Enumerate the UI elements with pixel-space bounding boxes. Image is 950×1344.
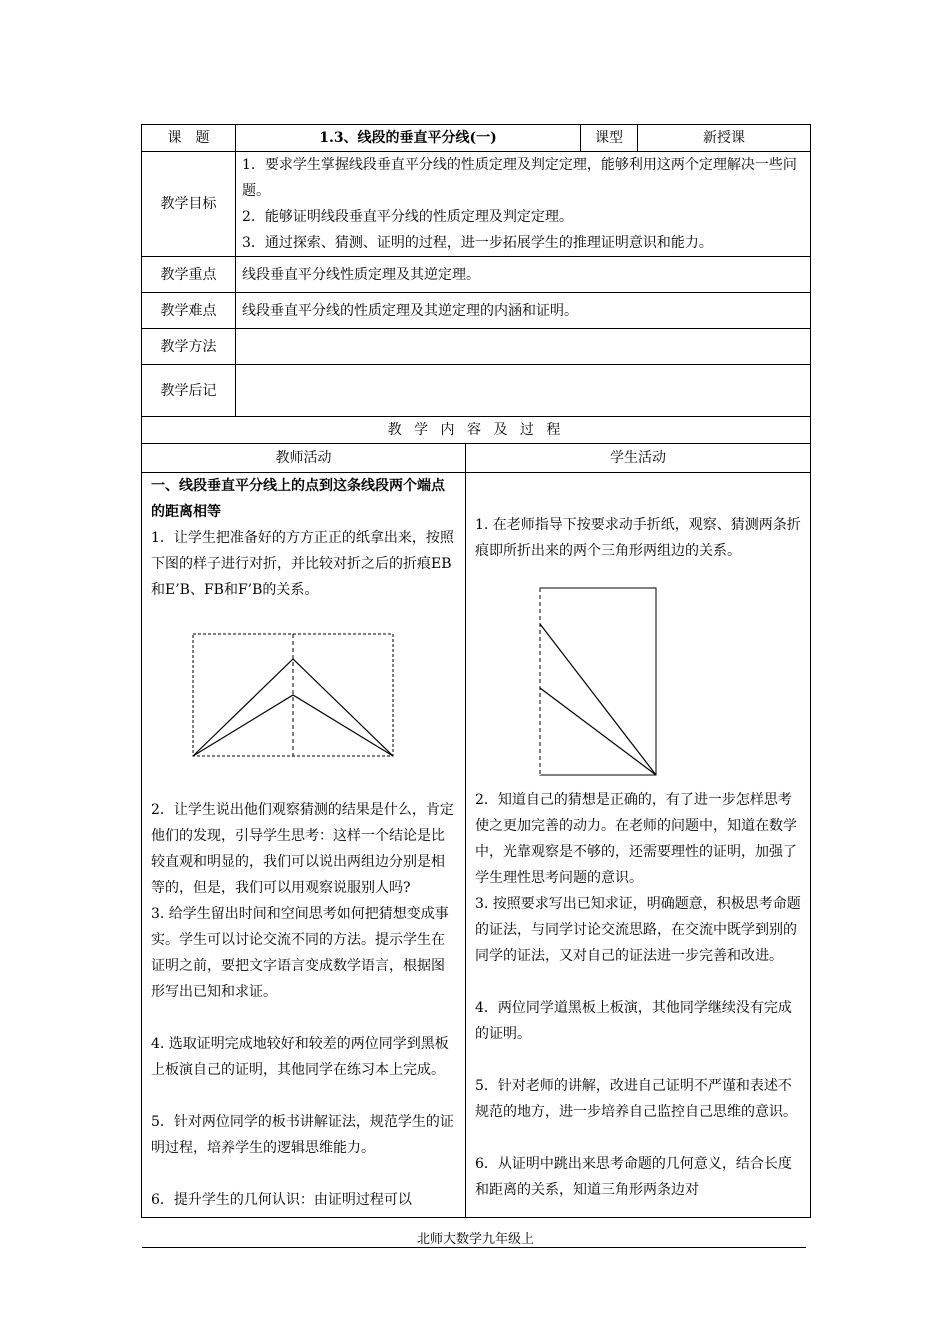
goal-list: [236, 152, 811, 257]
student-step-3: 3. 按照要求写出已知求证，明确题意，积极思考命题的证法，与同学讨论交流思路，在交流中既学到别的同学的证法，又对自己的证法进一步完善和改进。: [475, 896, 801, 964]
goal-item: 2．能够证明线段垂直平分线的性质定理及判定定理。: [242, 209, 573, 225]
teacher-step-1: 1．让学生把准备好的方方正正的纸拿出来，按照下图的样子进行对折，并比较对折之后的折痕EB和E’B、FB和F’B的关系。: [151, 530, 454, 598]
type-label: 课型: [581, 125, 638, 152]
notes-value: [236, 365, 811, 417]
activity-content-row: [142, 473, 811, 1218]
student-step-5: 5．针对老师的讲解，改进自己证明不严谨和表述不规范的地方，进一步培养自己监控自己思维的意识。: [475, 1078, 797, 1120]
teacher-step-6: 6．提升学生的几何认识：由证明过程可以: [151, 1192, 412, 1208]
type-value: 新授课: [638, 125, 811, 152]
teacher-step-5: 5．针对两位同学的板书讲解证法，规范学生的证明过程，培养学生的逻辑思维能力。: [151, 1114, 454, 1156]
footer-text: 北师大数学九年级上: [416, 1232, 534, 1247]
header-row: [142, 125, 811, 152]
difficulty-value: 线段垂直平分线的性质定理及其逆定理的内涵和证明。: [236, 293, 811, 329]
student-step-4: 4．两位同学道黑板上板演，其他同学继续没有完成的证明。: [475, 1000, 792, 1042]
teacher-section-title: 一、线段垂直平分线上的点到这条线段两个端点的距离相等: [151, 478, 445, 520]
activity-header-row: [142, 444, 811, 473]
process-title-row: [142, 417, 811, 444]
key-label: 教学重点: [142, 257, 236, 293]
key-row: [142, 257, 811, 293]
teacher-step-2: 2．让学生说出他们观察猜测的结果是什么，肯定他们的发现，引导学生思考：这样一个结论是比较直观和明显的，我们可以说出两组边分别是相等的，但是，我们可以用观察说服别人吗?: [151, 802, 454, 896]
goal-item: 1．要求学生掌握线段垂直平分线的性质定理及判定定理，能够利用这两个定理解决一些问题。: [242, 157, 797, 199]
process-title: 教 学 内 容 及 过 程: [142, 417, 811, 444]
student-step-2: 2．知道自己的猜想是正确的，有了进一步怎样思考使之更加完善的动力。在老师的问题中，知道在数学中，光靠观察是不够的，还需要理性的证明，加强了学生理性思考问题的意识。: [475, 792, 797, 886]
teacher-step-3: 3. 给学生留出时间和空间思考如何把猜想变成事实。学生可以讨论交流不同的方法。提示学生在证明之前，要把文字语言变成数学语言，根据图形写出已知和求证。: [151, 906, 449, 1000]
student-column: [466, 473, 811, 1218]
notes-row: [142, 365, 811, 417]
goal-label: 教学目标: [142, 152, 236, 257]
teacher-step-4: 4. 选取证明完成地较好和较差的两位同学到黑板上板演自己的证明，其他同学在练习本上完成。: [151, 1036, 449, 1078]
fold-diagram-1: [192, 633, 397, 763]
fold-diagram-2: [538, 587, 658, 779]
student-step-1: 1. 在老师指导下按要求动手折纸，观察、猜测两条折痕即所折出来的两个三角形两组边的关系。: [475, 517, 801, 559]
topic-label: 课 题: [142, 125, 236, 152]
student-step-6: 6．从证明中跳出来思考命题的几何意义，结合长度和距离的关系，知道三角形两条边对: [475, 1156, 792, 1198]
teacher-column: [142, 473, 466, 1218]
method-label: 教学方法: [142, 329, 236, 365]
student-header: 学生活动: [466, 444, 811, 473]
footer-divider: [142, 1247, 806, 1248]
difficulty-label: 教学难点: [142, 293, 236, 329]
teacher-header: 教师活动: [142, 444, 466, 473]
key-value: 线段垂直平分线性质定理及其逆定理。: [236, 257, 811, 293]
notes-label: 教学后记: [142, 365, 236, 417]
difficulty-row: [142, 293, 811, 329]
method-value: [236, 329, 811, 365]
lesson-plan-table: [141, 124, 811, 1218]
method-row: [142, 329, 811, 365]
goal-row: [142, 152, 811, 257]
topic-title: 1.3、线段的垂直平分线(一): [236, 125, 581, 152]
goal-item: 3．通过探索、猜测、证明的过程，进一步拓展学生的推理证明意识和能力。: [242, 235, 713, 251]
